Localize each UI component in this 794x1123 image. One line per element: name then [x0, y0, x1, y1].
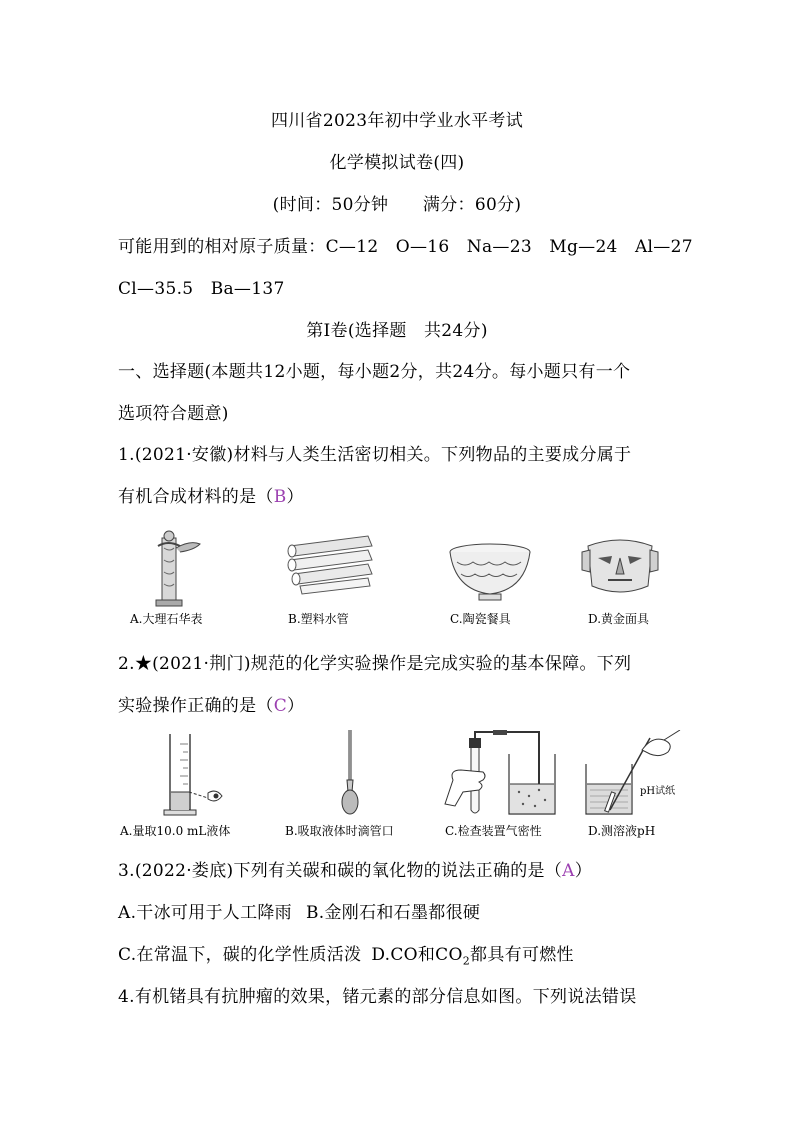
q3-option-d-text: D.CO和CO: [371, 945, 463, 965]
q2-figure-row: [110, 730, 690, 840]
q2-option-d-caption: D.测溶液pH: [588, 824, 656, 838]
q3-stem: [118, 856, 592, 881]
q3-option-d-rest: 都具有可燃性: [470, 945, 574, 965]
dropper-image: [335, 730, 365, 818]
q1-figure-row: [110, 528, 690, 628]
q1-answer: B: [273, 487, 287, 507]
q3-option-b: B.金刚石和石墨都很硬: [305, 903, 481, 923]
q3-answer: A: [562, 861, 575, 881]
q2-stem-close: ）: [287, 696, 305, 716]
q1-stem-line2: [118, 482, 304, 507]
section-title: 第Ⅰ卷(选择题 共24分): [306, 321, 488, 341]
q1-option-d-caption: D.黄金面具: [588, 612, 650, 626]
q2-stem-text: 实验操作正确的是（: [118, 696, 274, 716]
atomic-masses-line2: Cl—35.5 Ba—137: [118, 279, 285, 299]
time-info: (时间：50分钟 满分：60分): [272, 195, 522, 215]
q3-option-c: C.在常温下，碳的化学性质活泼: [118, 945, 362, 965]
marble-pillar-image: [140, 528, 210, 608]
q3-options-ab: [118, 898, 480, 923]
airtightness-check-image: [435, 730, 575, 818]
exam-title: 四川省2023年初中学业水平考试: [270, 111, 524, 131]
q2-stem-line2: [118, 691, 304, 716]
q1-option-b-caption: B.塑料水管: [288, 612, 349, 626]
exam-subtitle: 化学模拟试卷(四): [329, 153, 465, 173]
q2-stem-line1: 2.★(2021·荆门)规范的化学实验操作是完成实验的基本保障。下列: [118, 654, 632, 674]
section-instructions-line1: 一、选择题(本题共12小题，每小题2分，共24分。每小题只有一个: [118, 362, 631, 382]
q3-option-a: A.干冰可用于人工降雨: [118, 903, 292, 923]
q2-option-a-caption: A.量取10.0 mL液体: [120, 824, 231, 838]
q1-stem-line1: 1.(2021·安徽)材料与人类生活密切相关。下列物品的主要成分属于: [118, 445, 632, 465]
q3-stem-close: ）: [574, 861, 593, 881]
gold-mask-image: [580, 528, 660, 608]
atomic-masses-line1: 可能用到的相对原子质量：C—12 O—16 Na—23 Mg—24 Al—27: [118, 237, 693, 257]
ph-test-image: [580, 730, 690, 818]
graduated-cylinder-image: [150, 730, 240, 818]
q3-stem-text: 3.(2022·娄底)下列有关碳和碳的氧化物的说法正确的是（: [118, 861, 563, 881]
section-instructions-line2: 选项符合题意): [118, 404, 229, 424]
plastic-pipes-image: [280, 528, 380, 608]
q4-stem-line1: 4.有机锗具有抗肿瘤的效果，锗元素的部分信息如图。下列说法错误: [118, 987, 637, 1007]
ph-paper-label: pH试纸: [640, 786, 676, 797]
q1-option-c-caption: C.陶瓷餐具: [450, 612, 511, 626]
q3-option-d: [371, 945, 574, 968]
q3-option-d-subscript: 2: [462, 954, 471, 968]
q1-option-a-caption: A.大理石华表: [130, 612, 203, 626]
q3-options-cd: [118, 940, 574, 967]
q2-option-c-caption: C.检查装置气密性: [445, 824, 542, 838]
q2-option-b-caption: B.吸取液体时滴管口: [285, 824, 394, 838]
q1-stem-close: ）: [286, 487, 304, 507]
q1-stem-text: 有机合成材料的是（: [118, 487, 274, 507]
q2-answer: C: [273, 696, 288, 716]
porcelain-bowl-image: [445, 528, 535, 608]
